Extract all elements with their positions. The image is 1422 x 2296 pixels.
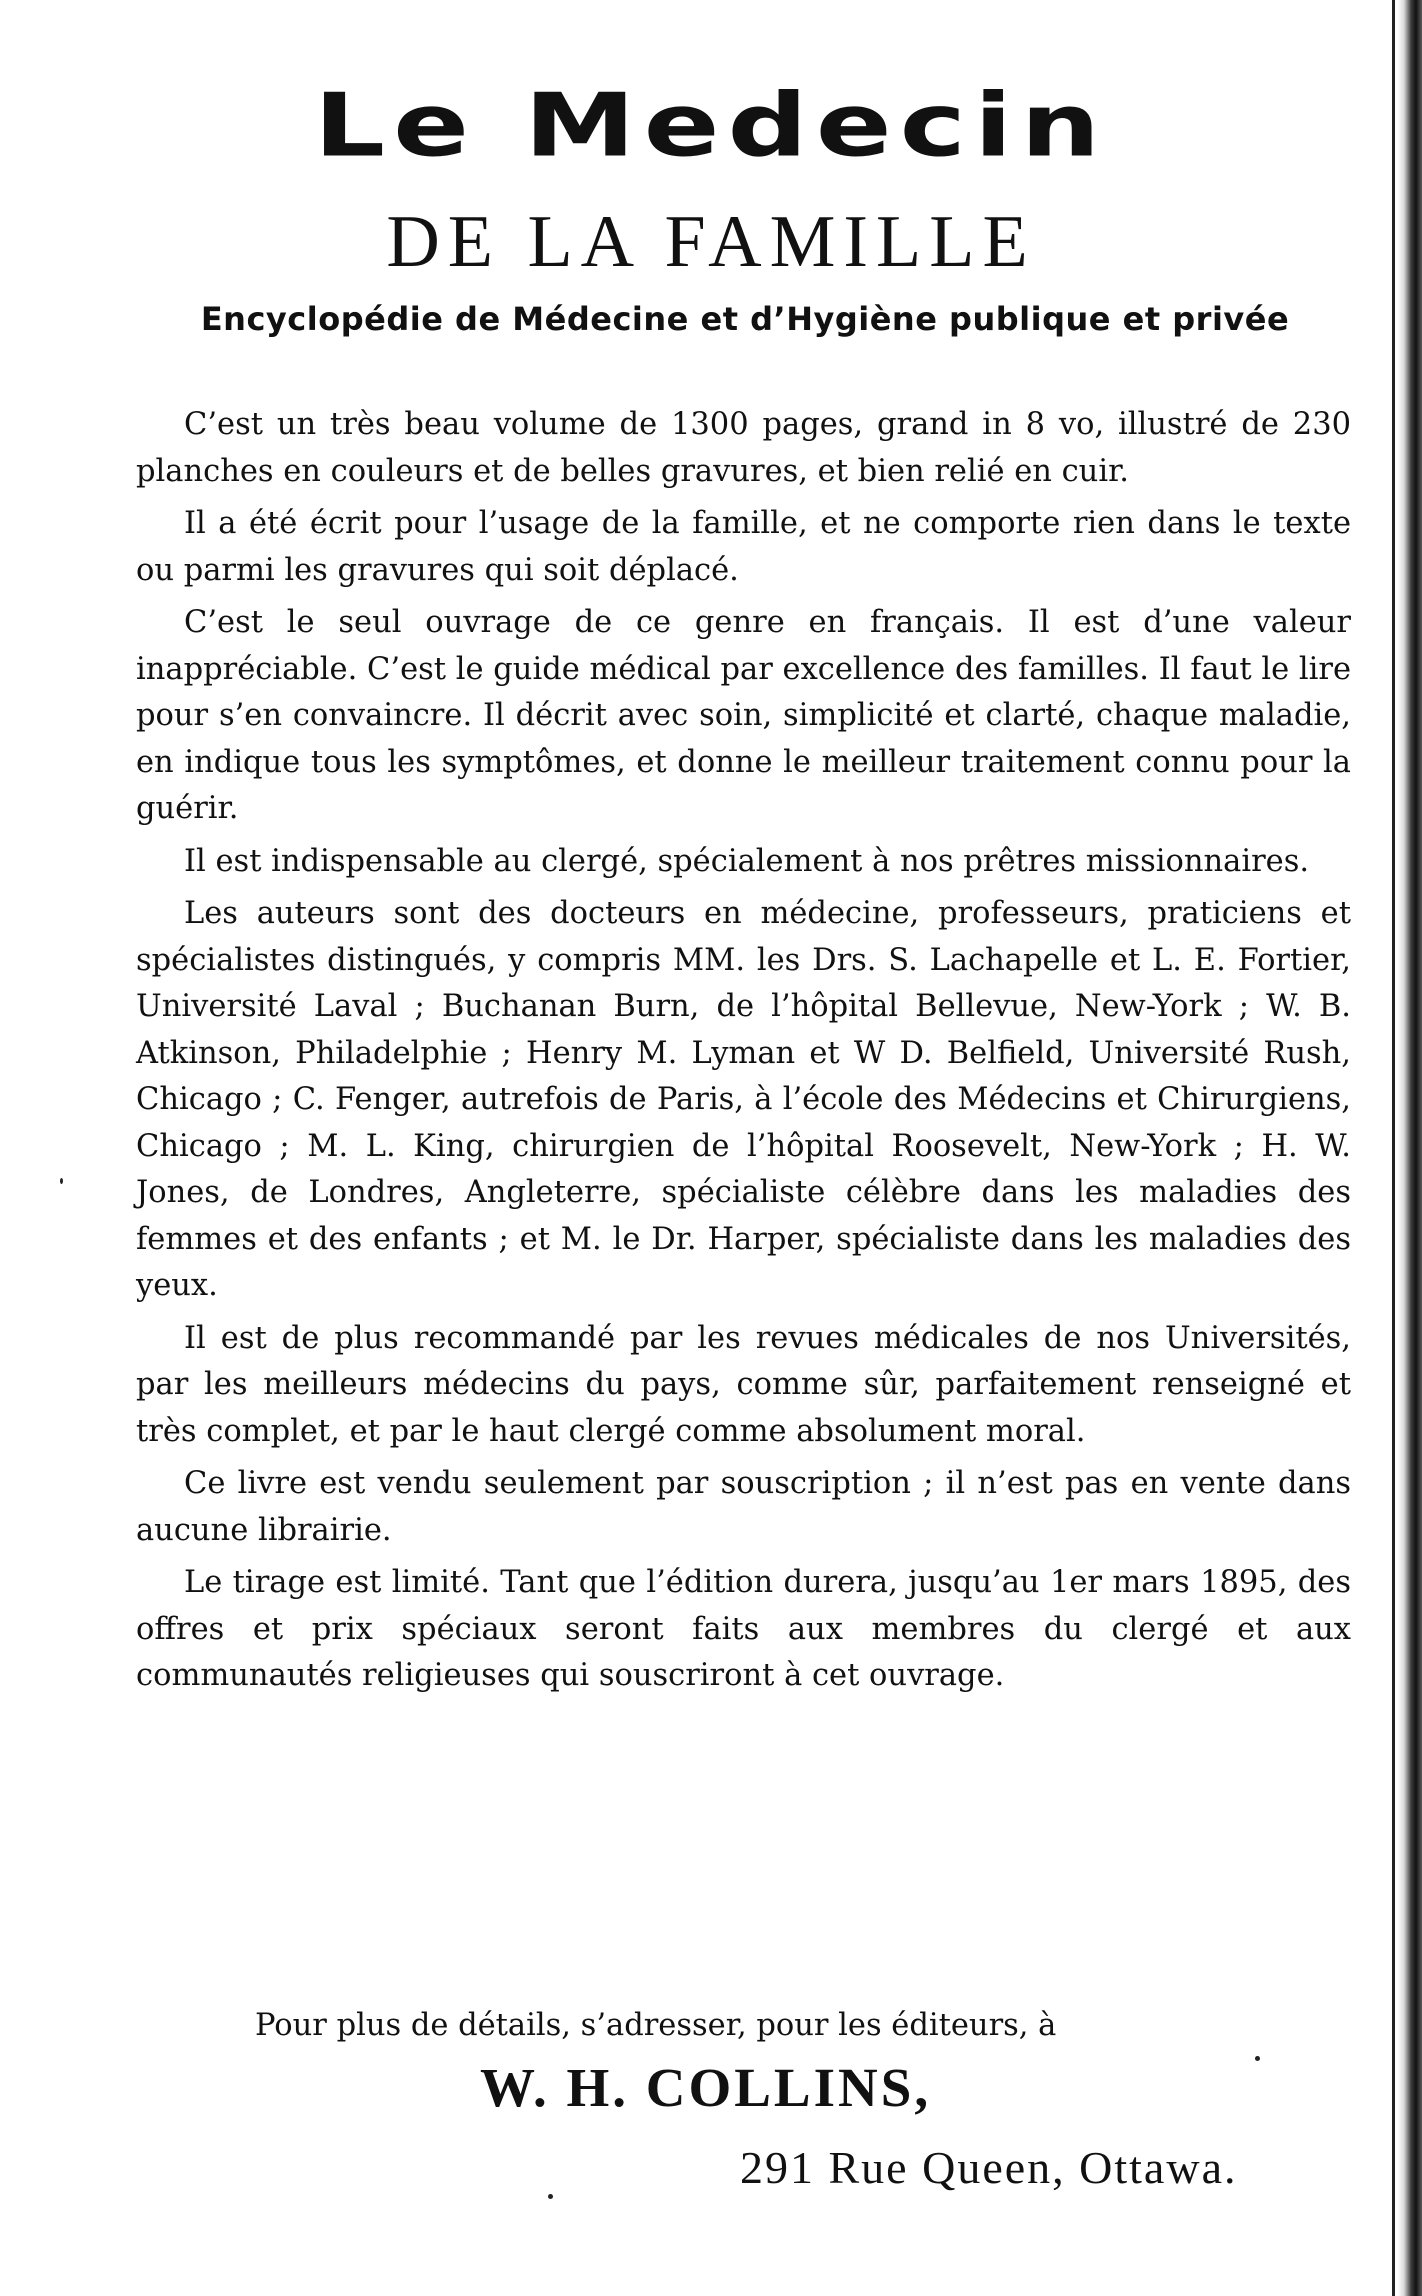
paragraph-2: Il a été écrit pour l’usage de la famille, et ne comporte rien dans le texte ou parmi les gravures qui soit déplacé. bbox=[136, 506, 1351, 588]
page-binding-edge bbox=[1398, 0, 1422, 2296]
ink-speck bbox=[60, 1178, 63, 1184]
publisher-address: 291 Rue Queen, Ottawa. bbox=[740, 2142, 1238, 2193]
paragraph-1: C’est un très beau volume de 1300 pages, grand in 8 vo, illustré de 230 planches en couleurs et de belles gravures, et bien relié en cuir. bbox=[136, 407, 1351, 489]
publisher-name: W. H. COLLINS, bbox=[480, 2057, 932, 2118]
page-title: Le Medecin bbox=[313, 74, 1109, 177]
paragraph-5: Les auteurs sont des docteurs en médecine, professeurs, praticiens et spécialistes distingués, y compris MM. les Drs. S. Lachapelle et L. E. Fortier, Université Laval ; Buchanan Burn, de l’hôpital Bellevue, New-York ; W. B. Atkinson, Philadelphie ; Henry M. Lyman et W D. Belfield, Université Rush, Chicago ; C. Fenger, autrefois de Paris, à l’école des Médecins et Chirurgiens, Chicago ; M. L. King, chirurgien de l’hôpital Roosevelt, New-York ; H. W. Jones, de Londres, Angleterre, spécialiste célèbre dans les maladies des femmes et des enfants ; et M. le Dr. Harper, spécialiste dans les maladies des yeux. bbox=[136, 896, 1351, 1303]
paragraph-6: Il est de plus recommandé par les revues médicales de nos Universités, par les meilleurs médecins du pays, comme sûr, parfaitement renseigné et très complet, et par le haut clergé comme absolument moral. bbox=[136, 1320, 1351, 1449]
page-heading: Encyclopédie de Médecine et d’Hygiène publique et privée bbox=[200, 300, 1290, 338]
ink-speck bbox=[548, 2194, 553, 2199]
paragraph-4: Il est indispensable au clergé, spécialement à nos prêtres missionnaires. bbox=[184, 843, 1310, 879]
paragraph-8: Le tirage est limité. Tant que l’édition durera, jusqu’au 1er mars 1895, des offres et prix spéciaux seront faits aux membres du clergé et aux communautés religieuses qui souscriront à cet ouvrage. bbox=[136, 1565, 1351, 1693]
page-subtitle: DE LA FAMILLE bbox=[386, 201, 1036, 283]
contact-line: Pour plus de détails, s’adresser, pour les éditeurs, à bbox=[255, 2008, 1057, 2043]
paragraph-7: Ce livre est vendu seulement par souscription ; il n’est pas en vente dans aucune librairie. bbox=[136, 1466, 1351, 1548]
body-text bbox=[136, 402, 1351, 1706]
ink-speck bbox=[1255, 2056, 1260, 2061]
paragraph-3: C’est le seul ouvrage de ce genre en français. Il est d’une valeur inappréciable. C’est le guide médical par excellence des familles. Il faut le lire pour s’en convaincre. Il décrit avec soin, simplicité et clarté, chaque maladie, en indique tous les symptômes, et donne le meilleur traitement connu pour la guérir. bbox=[136, 605, 1351, 826]
page-edge-line bbox=[1392, 0, 1395, 2296]
